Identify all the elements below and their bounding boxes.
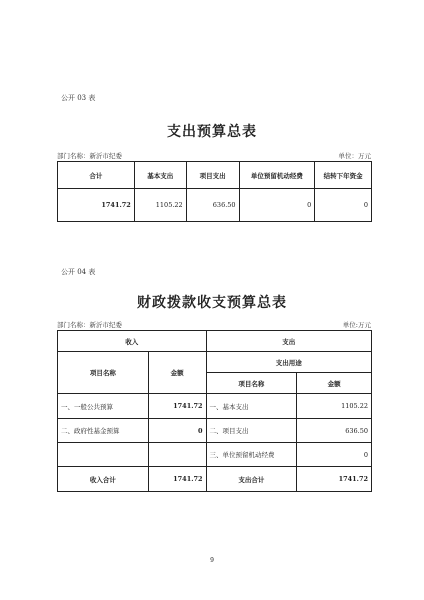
expense-item: 三、单位预留机动经费	[206, 443, 297, 467]
value-basic: 1105.22	[134, 189, 186, 222]
expense-item: 一、基本支出	[206, 394, 297, 419]
expense-item-header: 项目名称	[206, 373, 297, 394]
expense-total-label: 支出合计	[206, 467, 297, 492]
income-header: 收入	[58, 331, 207, 352]
table-subheader-row	[58, 352, 372, 373]
expense-total-amount: 1741.72	[297, 467, 372, 492]
table04-title: 财政拨款收支预算总表	[137, 295, 287, 311]
income-amount: 1741.72	[148, 394, 206, 419]
header-total: 合计	[58, 162, 135, 189]
page-number: 9	[210, 557, 214, 564]
table03-title: 支出预算总表	[167, 124, 257, 140]
income-amount	[148, 443, 206, 467]
value-reserve: 0	[239, 189, 315, 222]
table03-dept: 部门名称：新沂市纪委	[57, 152, 122, 160]
value-carryover: 0	[315, 189, 372, 222]
expense-header: 支出	[206, 331, 371, 352]
fiscal-budget-table	[57, 330, 372, 492]
table03-unit: 单位：万元	[338, 152, 371, 160]
header-project: 项目支出	[186, 162, 239, 189]
expense-amount: 1105.22	[297, 394, 372, 419]
income-amount-header: 金额	[148, 352, 206, 394]
expense-amount: 0	[297, 443, 372, 467]
header-carryover: 结转下年资金	[315, 162, 372, 189]
income-item: 一、一般公共预算	[58, 394, 149, 419]
expense-use-header: 支出用途	[206, 352, 371, 373]
table03-tag: 公开 03 表	[61, 94, 96, 102]
expense-amount-header: 金额	[297, 373, 372, 394]
income-item-header: 项目名称	[58, 352, 149, 394]
income-amount: 0	[148, 419, 206, 443]
income-total-amount: 1741.72	[148, 467, 206, 492]
header-basic: 基本支出	[134, 162, 186, 189]
table-row	[58, 189, 372, 222]
table-row	[58, 443, 372, 467]
table-total-row	[58, 467, 372, 492]
value-total: 1741.72	[58, 189, 135, 222]
income-total-label: 收入合计	[58, 467, 149, 492]
table-row	[58, 394, 372, 419]
table-row	[58, 419, 372, 443]
expense-item: 二、项目支出	[206, 419, 297, 443]
income-item: 二、政府性基金预算	[58, 419, 149, 443]
table04-dept: 部门名称：新沂市纪委	[57, 321, 122, 329]
table04-unit: 单位:万元	[342, 321, 371, 329]
header-reserve: 单位预留机动经费	[239, 162, 315, 189]
expense-budget-table	[57, 161, 372, 222]
value-project: 636.50	[186, 189, 239, 222]
table-header-row	[58, 162, 372, 189]
table04-tag: 公开 04 表	[61, 268, 96, 276]
expense-amount: 636.50	[297, 419, 372, 443]
income-item	[58, 443, 149, 467]
table-group-header-row	[58, 331, 372, 352]
